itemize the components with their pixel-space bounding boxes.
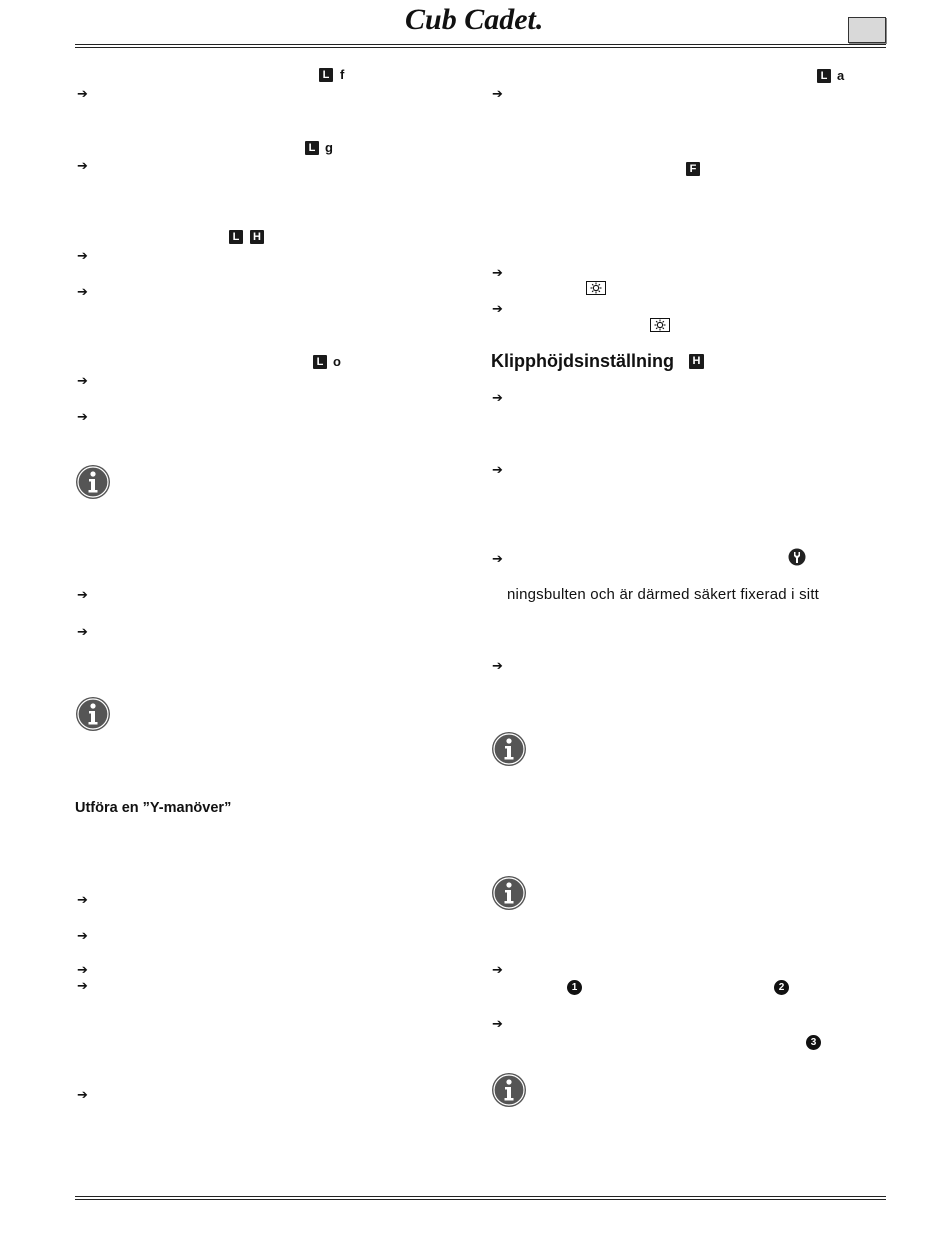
step-number-3: 3: [806, 1035, 821, 1050]
heading-text: Klipphöjdsinställning: [491, 351, 674, 371]
arrow-icon: ➔: [77, 285, 88, 300]
arrow-icon: ➔: [77, 159, 88, 174]
figure-badge: L: [319, 68, 333, 82]
info-icon: [75, 696, 111, 732]
arrow-icon: ➔: [77, 87, 88, 102]
step-number-2: 2: [774, 980, 789, 995]
figure-ref-letter: g: [325, 140, 333, 155]
gear-icon: [650, 318, 670, 332]
arrow-icon: ➔: [77, 893, 88, 908]
section-heading-y-manover: Utföra en ”Y-manöver”: [75, 800, 232, 816]
figure-badge: L: [305, 141, 319, 155]
arrow-icon: ➔: [492, 1017, 503, 1032]
figure-badge: H: [250, 230, 264, 244]
svg-text:Cub Cadet.: Cub Cadet.: [405, 4, 544, 34]
arrow-icon: ➔: [77, 963, 88, 978]
figure-badge: F: [686, 162, 700, 176]
figure-ref-letter: a: [837, 68, 845, 83]
figure-ref-letter: f: [340, 67, 345, 82]
language-box: [848, 17, 886, 43]
info-icon: [491, 731, 527, 767]
step-number-1: 1: [567, 980, 582, 995]
arrow-icon: ➔: [77, 979, 88, 994]
body-text-fragment: ningsbulten och är därmed säkert fixerad i sitt: [507, 586, 820, 603]
wrench-icon: [788, 548, 806, 566]
figure-badge: L: [817, 69, 831, 83]
footer-rule-bottom: [75, 1199, 886, 1200]
arrow-icon: ➔: [77, 249, 88, 264]
arrow-icon: ➔: [77, 625, 88, 640]
arrow-icon: ➔: [492, 87, 503, 102]
header-rule-top: [75, 44, 886, 45]
figure-ref-letter: o: [333, 354, 341, 369]
arrow-icon: ➔: [77, 588, 88, 603]
figure-badge: H: [689, 354, 704, 369]
arrow-icon: ➔: [492, 266, 503, 281]
figure-badge: L: [313, 355, 327, 369]
arrow-icon: ➔: [492, 963, 503, 978]
arrow-icon: ➔: [492, 391, 503, 406]
arrow-icon: ➔: [492, 302, 503, 317]
arrow-icon: ➔: [492, 463, 503, 478]
header-rule-bottom: [75, 47, 886, 48]
footer-rule-top: [75, 1196, 886, 1197]
arrow-icon: ➔: [77, 410, 88, 425]
info-icon: [75, 464, 111, 500]
info-icon: [491, 1072, 527, 1108]
gear-icon: [586, 281, 606, 295]
arrow-icon: ➔: [77, 374, 88, 389]
section-heading-klipphojd: [491, 351, 674, 372]
cub-cadet-logo: [405, 4, 577, 34]
info-icon: [491, 875, 527, 911]
arrow-icon: ➔: [492, 552, 503, 567]
arrow-icon: ➔: [77, 1088, 88, 1103]
figure-badge: L: [229, 230, 243, 244]
arrow-icon: ➔: [77, 929, 88, 944]
arrow-icon: ➔: [492, 659, 503, 674]
